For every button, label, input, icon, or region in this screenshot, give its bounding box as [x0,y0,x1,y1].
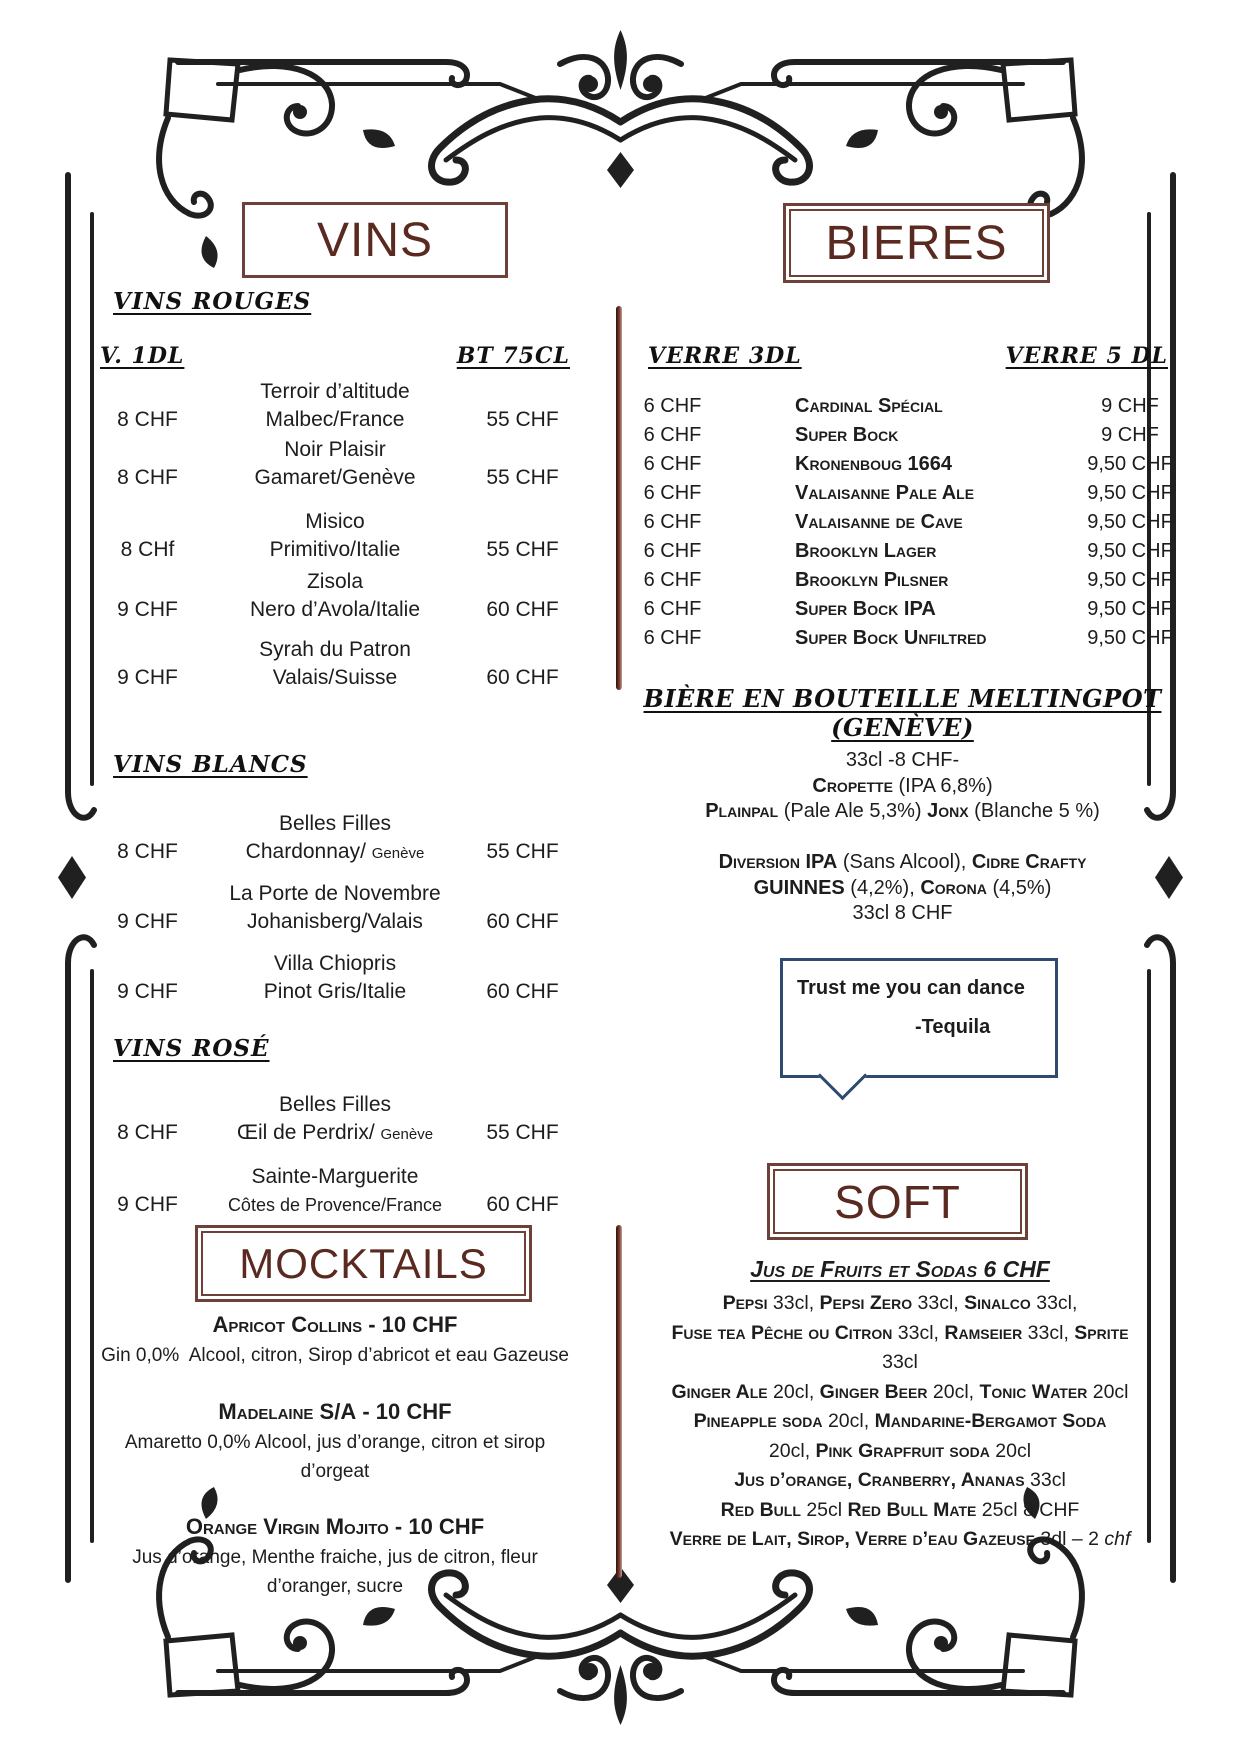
wine-glass-price: 8 CHF [117,408,178,431]
wine-item [100,1091,570,1149]
wine-glass-price: 8 CHF [117,1121,178,1144]
wine-columns-header [100,343,570,369]
beer-5dl-price: 9,50 CHF [1087,453,1173,475]
soft-line: Jus d’orange, Cranberry, Ananas 33cl [734,1469,1066,1491]
wine-name: Syrah du Patron [259,638,411,661]
beer-3dl-price: 6 CHF [643,511,702,533]
quote-bubble [780,958,1058,1078]
wine-name: Noir Plaisir [284,438,386,461]
wine-name: Misico [305,510,365,533]
soft-line: Ginger Ale 20cl, Ginger Beer 20cl, Tonic Water 20cl [671,1380,1129,1403]
mocktail-description: Gin 0,0% Alcool, citron, Sirop d’abricot et eau Gazeuse [101,1345,569,1366]
beer-5dl-price: 9,50 CHF [1087,598,1173,620]
soft-line: 33cl [882,1351,918,1373]
wine-bottle-price: 60 CHF [486,666,559,689]
beer-3dl-price: 6 CHF [643,598,702,620]
beer-5dl-price: 9,50 CHF [1087,482,1173,504]
wine-name: Terroir d’altitude [260,380,410,403]
bottom-fleur-ornament [614,1665,627,1725]
beer-column-divider [616,306,622,690]
wine-bottle-price: 55 CHF [486,1121,559,1144]
beer-3dl-price: 6 CHF [643,395,702,417]
vins-blancs-list [100,810,570,1006]
beer-5dl-price: 9 CHF [1101,424,1159,446]
beer-5dl-price: 9,50 CHF [1087,540,1173,562]
wine-bottle-price: 60 CHF [486,910,559,933]
wine-item [100,950,570,1006]
verre-3dl-header: VERRE 3DL [648,343,802,369]
wine-bottle-price: 55 CHF [486,408,559,431]
mocktails-section-title: MOCKTAILS [239,1239,488,1287]
quote-attribution: -Tequila [915,1016,991,1038]
beer-name: Super Bock [795,424,899,446]
wine-item [100,810,570,868]
wine-detail: Johanisberg/Valais [247,910,423,933]
beer-5dl-price: 9,50 CHF [1087,511,1173,533]
mocktail-item [80,1514,590,1601]
wine-item [100,880,570,936]
bottled-beer-line: 33cl 8 CHF [852,902,953,924]
bottled-beer-heading: BIÈRE EN BOUTEILLE MELTINGPOT (GENÈVE) [643,684,1162,742]
mocktail-name: Orange Virgin Mojito - 10 CHF [185,1514,485,1539]
beer-name: Cardinal Spécial [795,395,943,417]
bottled-beer-section [630,684,1175,927]
soft-line: Verre de Lait, Sirop, Verre d’eau Gazeuse 3dl – 2 chf [669,1528,1131,1550]
beer-3dl-price: 6 CHF [643,424,702,446]
wine-name: Belles Filles [278,1093,392,1116]
mocktails-section-title-box [195,1225,532,1302]
beer-3dl-price: 6 CHF [643,453,702,475]
wine-detail: Côtes de Provence/France [227,1195,443,1215]
wine-name: Sainte-Marguerite [251,1165,419,1188]
wine-bottle-price: 60 CHF [486,1193,559,1216]
wine-item [100,436,570,492]
wine-glass-price: 9 CHF [117,980,178,1003]
bieres-section-title-box [783,203,1050,283]
wine-detail: Primitivo/Italie [269,538,401,561]
wine-glass-price: 9 CHF [117,1193,178,1216]
beer-3dl-price: 6 CHF [643,482,702,504]
mocktail-name: Madelaine S/A - 10 CHF [218,1399,452,1424]
vins-rouges-heading: VINS ROUGES [113,288,312,315]
wine-glass-price: 8 CHF [117,840,178,863]
wine-glass-price: 8 CHf [120,538,175,561]
glass-column-header: V. 1DL [100,343,185,369]
mocktail-description: Amaretto 0,0% Alcool, jus d’orange, citron et sirop d’orgeat [124,1432,546,1482]
wine-name: Zisola [306,570,364,593]
soft-line: Pineapple soda 20cl, Mandarine-Bergamot Soda [693,1410,1107,1432]
bottled-beer-line: GUINNES (4,2%), Corona (4,5%) [753,876,1052,899]
mocktail-description: Jus d’orange, Menthe fraiche, jus de citron, fleur d’oranger, sucre [132,1547,538,1597]
wine-detail: Valais/Suisse [272,666,398,689]
top-diamond-ornament [607,152,634,188]
beer-name: Brooklyn Pilsner [795,569,949,591]
wine-glass-price: 9 CHF [117,598,178,621]
soft-line: Pepsi 33cl, Pepsi Zero 33cl, Sinalco 33cl, [722,1292,1078,1314]
wine-detail: Gamaret/Genève [254,466,416,489]
soft-line: Fuse tea Pêche ou Citron 33cl, Ramseier 33cl, Sprite [671,1321,1129,1344]
wine-name: La Porte de Novembre [229,882,441,905]
soft-heading: Jus de Fruits et Sodas 6 CHF [750,1256,1050,1282]
beer-name: Valaisanne Pale Ale [795,482,975,504]
wine-name: Villa Chiopris [273,952,397,975]
vins-section-title: VINS [316,213,434,267]
beer-name: Brooklyn Lager [795,540,937,562]
wine-bottle-price: 55 CHF [486,538,559,561]
wine-detail: Chardonnay/ Genève [245,840,425,863]
beer-3dl-price: 6 CHF [643,540,702,562]
soft-section [615,1256,1185,1555]
beer-list [630,392,1175,653]
beer-name: Kronenboug 1664 [795,453,953,475]
vins-rouges-list [100,378,570,692]
mocktail-item [80,1399,590,1486]
vins-blancs-heading: VINS BLANCS [113,751,308,778]
top-fleur-ornament [614,30,627,90]
wine-bottle-price: 60 CHF [486,598,559,621]
vins-rose-heading: VINS ROSÉ [113,1035,270,1062]
wine-name: Belles Filles [278,812,392,835]
wine-item [100,568,570,624]
soft-line: Red Bull 25cl Red Bull Mate 25cl 8 CHF [720,1498,1080,1521]
wine-item [100,508,570,564]
wine-glass-price: 9 CHF [117,666,178,689]
wine-item [100,1163,570,1219]
wine-glass-price: 9 CHF [117,910,178,933]
wine-bottle-price: 55 CHF [486,466,559,489]
soft-section-title: SOFT [834,1175,961,1228]
wine-glass-price: 8 CHF [117,466,178,489]
bottled-beer-line: Diversion IPA (Sans Alcool), Cidre Crafty [718,851,1087,873]
bottled-beer-line: Cropette (IPA 6,8%) [812,774,993,797]
beer-3dl-price: 6 CHF [643,627,702,649]
beer-5dl-price: 9,50 CHF [1087,627,1173,649]
wine-detail: Œil de Perdrix/ Genève [236,1121,434,1144]
beer-name: Valaisanne de Cave [795,511,963,533]
bottled-beer-line: Plainpal (Pale Ale 5,3%) Jonx (Blanche 5 %) [705,800,1100,822]
wine-item [100,378,570,434]
wine-bottle-price: 60 CHF [486,980,559,1003]
soft-line: 20cl, Pink Grapfruit soda 20cl [768,1439,1032,1462]
bottled-beer-line [630,825,1175,851]
beer-columns-header [630,343,1175,369]
beer-5dl-price: 9 CHF [1101,395,1159,417]
beer-3dl-price: 6 CHF [643,569,702,591]
beer-name: Super Bock Unfiltred [795,627,987,649]
left-diamond-ornament [58,856,86,899]
wine-item [100,636,570,692]
wine-detail: Pinot Gris/Italie [263,980,407,1003]
mocktail-item [80,1312,590,1370]
wine-detail: Nero d’Avola/Italie [249,598,421,621]
beer-5dl-price: 9,50 CHF [1087,569,1173,591]
bottled-beer-line: 33cl -8 CHF- [845,749,960,771]
vins-section-title-box [242,202,508,278]
mocktail-name: Apricot Collins - 10 CHF [212,1312,458,1337]
quote-text: Trust me you can dance [797,977,1025,999]
wine-detail: Malbec/France [265,408,405,431]
beer-name: Super Bock IPA [795,598,936,620]
wine-bottle-price: 55 CHF [486,840,559,863]
vins-rose-list [100,1091,570,1219]
verre-5dl-header: VERRE 5 DL [1005,343,1168,369]
soft-section-title-box [767,1163,1028,1240]
bieres-section-title: BIERES [825,216,1008,270]
bottle-column-header: BT 75CL [456,343,570,369]
